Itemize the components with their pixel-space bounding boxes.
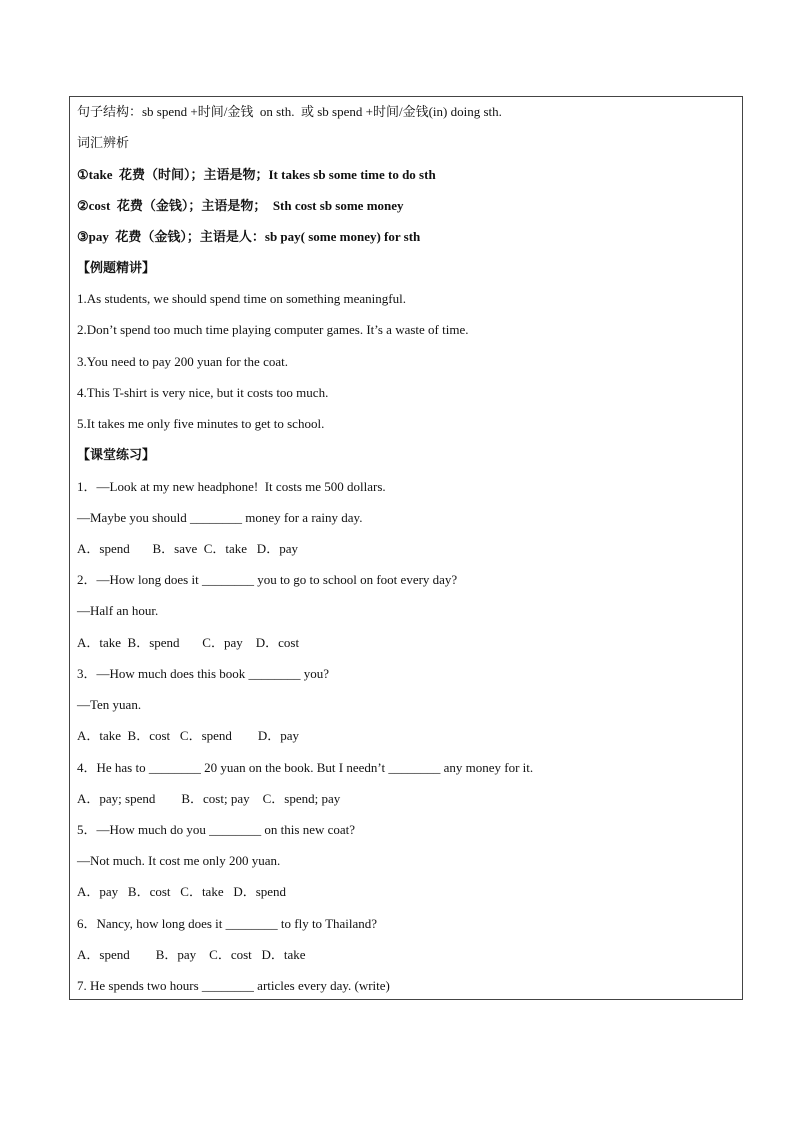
q6-options: A．spend B．pay C．cost D．take: [77, 947, 306, 962]
q5-dialog-a: 5．—How much do you ________ on this new coat?: [77, 822, 356, 837]
example-3: 3.You need to pay 200 yuan for the coat.: [77, 354, 288, 369]
q2-options: A．take B．spend C．pay D．cost: [77, 635, 300, 650]
q4-question: 4．He has to ________ 20 yuan on the book. But I needn’t ________ any money for it.: [77, 760, 534, 775]
q4-options: A．pay; spend B．cost; pay C．spend; pay: [77, 791, 341, 806]
example-4: 4.This T-shirt is very nice, but it costs too much.: [77, 385, 329, 400]
vocab-cost: ②cost 花费（金钱）；主语是物； Sth cost sb some money: [77, 198, 404, 213]
q3-options: A．take B．cost C．spend D．pay: [77, 728, 300, 743]
example-5: 5.It takes me only five minutes to get to school.: [77, 416, 325, 431]
practice-heading: 【课堂练习】: [77, 447, 156, 462]
q2-dialog-a: 2．—How long does it ________ you to go to school on foot every day?: [77, 572, 458, 587]
vocab-take: ①take 花费（时间）；主语是物；It takes sb some time to do sth: [77, 167, 436, 182]
example-2: 2.Don’t spend too much time playing computer games. It’s a waste of time.: [77, 322, 469, 337]
q1-options: A．spend B．save C．take D．pay: [77, 541, 298, 556]
q1-dialog-b: —Maybe you should ________ money for a rainy day.: [77, 510, 363, 525]
sentence-structure-line: 句子结构：sb spend +时间/金钱 on sth. 或 sb spend +时间/金钱(in) doing sth.: [77, 104, 502, 119]
vocab-heading: 词汇辨析: [77, 135, 130, 150]
q2-dialog-b: —Half an hour.: [77, 603, 159, 618]
q3-dialog-b: —Ten yuan.: [77, 697, 142, 712]
vocab-pay: ③pay 花费（金钱）；主语是人：sb pay( some money) for sth: [77, 229, 421, 244]
q5-dialog-b: —Not much. It cost me only 200 yuan.: [77, 853, 281, 868]
example-1: 1.As students, we should spend time on something meaningful.: [77, 291, 406, 306]
examples-heading: 【例题精讲】: [77, 260, 156, 275]
q5-options: A．pay B．cost C．take D．spend: [77, 884, 287, 899]
q7-question: 7. He spends two hours ________ articles every day. (write): [77, 978, 390, 993]
q6-question: 6．Nancy, how long does it ________ to fly to Thailand?: [77, 916, 378, 931]
q1-dialog-a: 1．—Look at my new headphone! It costs me 500 dollars.: [77, 479, 386, 494]
q3-dialog-a: 3．—How much does this book ________ you?: [77, 666, 330, 681]
